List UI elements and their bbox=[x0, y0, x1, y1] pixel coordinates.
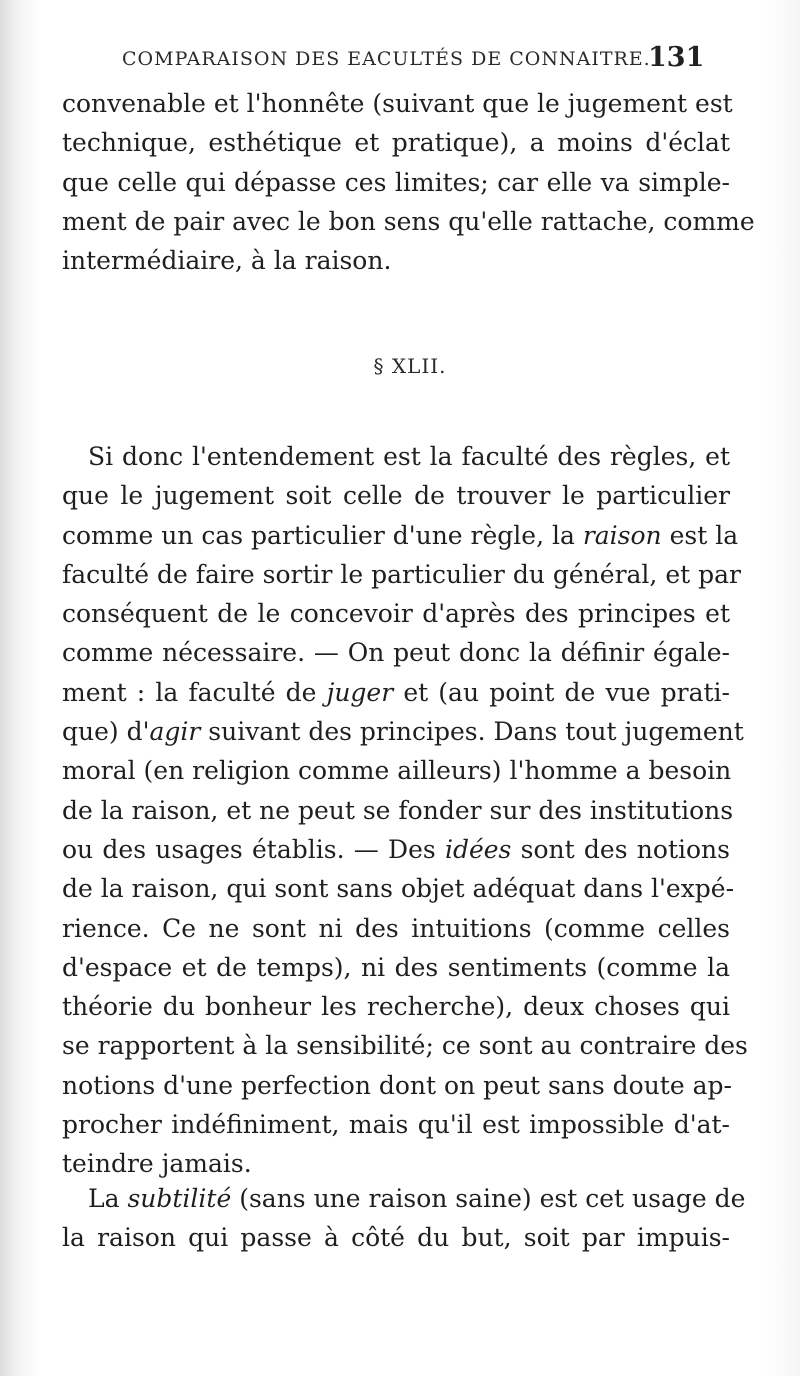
text-line bbox=[62, 516, 739, 555]
paragraph-continuation bbox=[62, 84, 755, 280]
text-line: théorie du bonheur les recherche), deux choses qui bbox=[62, 992, 730, 1022]
text-line: que le jugement soit celle de trouver le particulier bbox=[62, 481, 730, 511]
text-line: comme nécessaire. — On peut donc la définir égale- bbox=[62, 638, 730, 668]
text-run: suivant des principes. Dans tout jugement bbox=[200, 717, 744, 747]
section-heading: § XLII. bbox=[373, 354, 447, 378]
text-run: est la bbox=[661, 520, 739, 550]
text-line: moral (en religion comme ailleurs) l'homme a besoin bbox=[62, 756, 732, 786]
text-run: La bbox=[88, 1184, 128, 1213]
text-line: que celle qui dépasse ces limites; car elle va simple- bbox=[62, 167, 730, 197]
text-run: comme un cas particulier d'une règle, la bbox=[62, 520, 583, 550]
text-line: de la raison, qui sont sans objet adéquat dans l'expé- bbox=[62, 874, 735, 904]
page-number: 131 bbox=[648, 42, 705, 73]
text-run: (sans une raison saine) est cet usage de bbox=[231, 1184, 746, 1213]
text-line: ment de pair avec le bon sens qu'elle rattache, comme bbox=[62, 206, 755, 236]
text-line bbox=[62, 712, 744, 751]
text-line bbox=[62, 1179, 746, 1218]
italic-term-idees: idées bbox=[444, 834, 512, 864]
paragraph-main bbox=[62, 437, 748, 1184]
text-line: convenable et l'honnête (suivant que le jugement est bbox=[62, 89, 733, 118]
text-line: conséquent de le concevoir d'après des principes et bbox=[62, 599, 730, 629]
text-line: intermédiaire, à la raison. bbox=[62, 246, 392, 276]
text-line: technique, esthétique et pratique), a moins d'éclat bbox=[62, 128, 730, 158]
text-line: de la raison, et ne peut se fonder sur des institutions bbox=[62, 795, 734, 825]
text-line: Si donc l'entendement est la faculté des règles, et bbox=[88, 442, 730, 471]
page-header bbox=[0, 42, 800, 78]
italic-term-subtilite: subtilité bbox=[127, 1184, 232, 1213]
text-run: ment : la faculté de bbox=[62, 677, 327, 707]
running-title: COMPARAISON DES EACULTÉS DE CONNAITRE. bbox=[122, 48, 651, 70]
paragraph-subtilite bbox=[62, 1179, 746, 1258]
text-run: et (au point de vue prati- bbox=[393, 677, 730, 707]
text-run: que) d' bbox=[62, 717, 150, 747]
text-line: procher indéfiniment, mais qu'il est impossible d'at- bbox=[62, 1110, 730, 1140]
italic-term-juger: juger bbox=[326, 677, 394, 707]
italic-term-raison: raison bbox=[582, 520, 662, 550]
italic-term-agir: agir bbox=[149, 717, 201, 747]
text-run: ou des usages établis. — Des bbox=[62, 834, 445, 864]
text-line: teindre jamais. bbox=[62, 1149, 252, 1179]
text-line bbox=[62, 830, 730, 869]
text-line: rience. Ce ne sont ni des intuitions (comme celles bbox=[62, 913, 730, 943]
text-line bbox=[62, 673, 730, 712]
text-line: se rapportent à la sensibilité; ce sont au contraire des bbox=[62, 1031, 748, 1061]
text-line: notions d'une perfection dont on peut sans doute ap- bbox=[62, 1070, 732, 1100]
text-line: la raison qui passe à côté du but, soit par impuis- bbox=[62, 1223, 730, 1253]
text-line: d'espace et de temps), ni des sentiments (comme la bbox=[62, 952, 730, 982]
text-run: sont des notions bbox=[511, 834, 730, 864]
text-line: faculté de faire sortir le particulier du général, et par bbox=[62, 559, 741, 589]
